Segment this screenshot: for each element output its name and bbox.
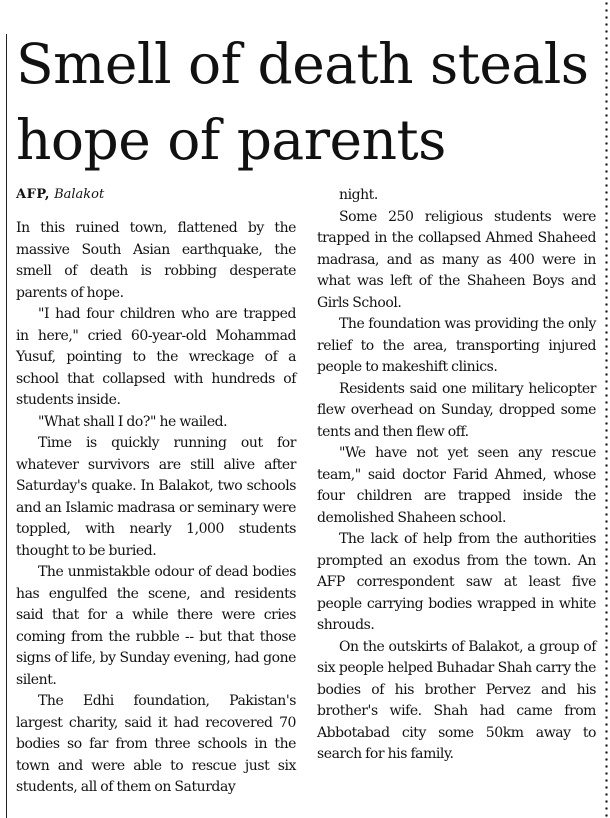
article-column-1	[16, 218, 296, 799]
byline	[16, 187, 104, 203]
paragraph: The lack of help from the authorities prompted an exodus from the town. An AFP correspondent saw at least five people carrying bodies wrapped in white shrouds.	[317, 531, 596, 633]
paragraph: The Edhi foundation, Pakistan's largest charity, said it had recovered 70 bodies so far from three schools in the town and were able to rescue just six students, all of them on Saturday	[16, 693, 296, 795]
paragraph: Time is quickly running out for whatever survivors are still alive after Saturday's quake. In Balakot, two schools and an Islamic madrasa or seminary were toppled, with nearly 1,000 students thought to be buried.	[16, 435, 296, 559]
paragraph: "What shall I do?" he wailed.	[38, 413, 228, 430]
paragraph: "I had four children who are trapped in here," cried 60-year-old Mohammad Yusuf, pointing to the wreckage of a school that collapsed with hundreds of students inside.	[16, 306, 296, 408]
article-column-2	[317, 185, 596, 766]
byline-agency: AFP,	[16, 187, 50, 202]
paragraph: The foundation was providing the only relief to the area, transporting injured people to makeshift clinics.	[317, 316, 596, 375]
paragraph: "We have not yet seen any rescue team," said doctor Farid Ahmed, whose four children are trapped inside the demolished Shaheen school.	[317, 445, 596, 526]
paragraph: On the outskirts of Balakot, a group of six people helped Buhadar Shah carry the bodies of his brother Pervez and his brother's wife. Shah had came from Abbotabad city some 50km away to search for his family.	[317, 638, 596, 762]
left-column-rule	[6, 34, 7, 818]
paragraph: night.	[339, 187, 378, 203]
paragraph: The unmistakble odour of dead bodies has engulfed the scene, and residents said that for a while there were cries coming from the rubble -- but that those signs of life, by Sunday evening, had gone silent.	[16, 564, 296, 688]
paragraph: In this ruined town, flattened by the massive South Asian earthquake, the smell of death is robbing desperate parents of hope.	[16, 220, 296, 301]
headline: Smell of death steals hope of parents	[16, 32, 589, 172]
paragraph: Some 250 religious students were trapped in the collapsed Ahmed Shaheed madrasa, and as many as 400 were in what was left of the Shaheen Boys and Girls School.	[317, 208, 596, 311]
paragraph: Residents said one military helicopter flew overhead on Sunday, dropped some tents and then flew off.	[317, 380, 596, 440]
right-dotted-border	[605, 0, 608, 818]
byline-place: Balakot	[54, 187, 105, 202]
